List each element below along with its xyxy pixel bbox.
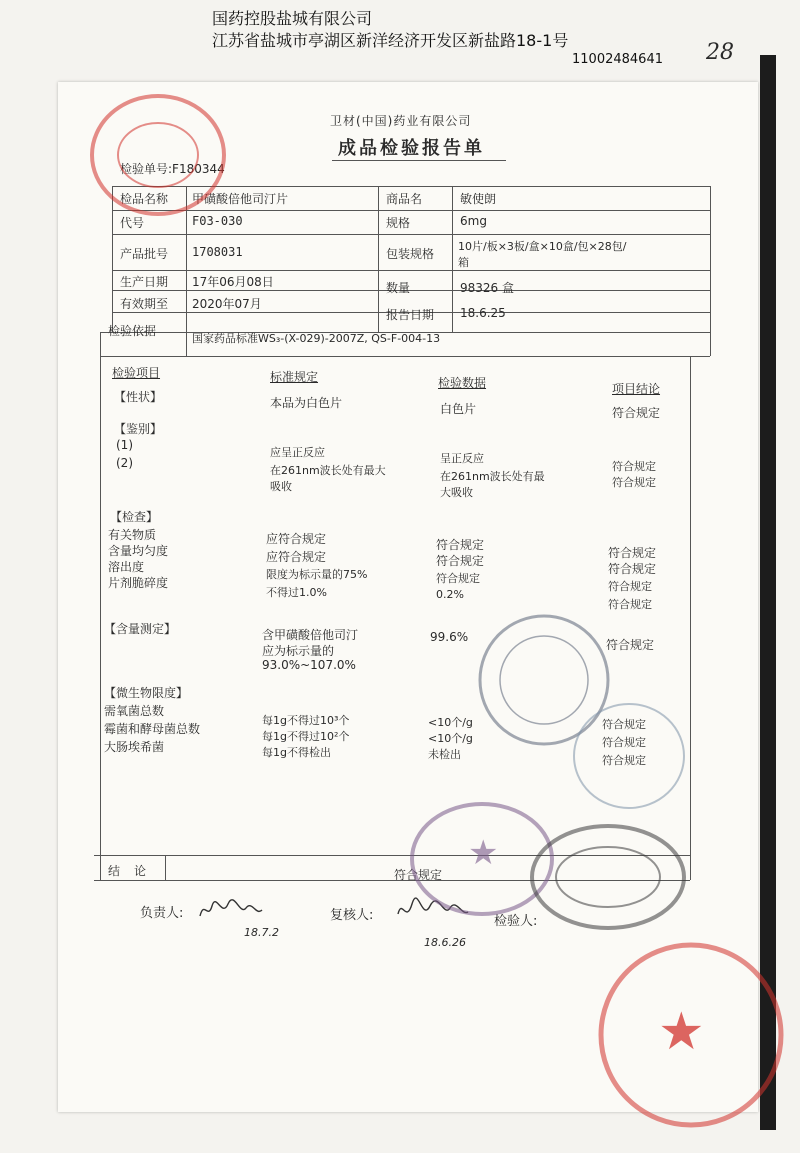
code-label: 代号	[120, 216, 145, 230]
dissolution-data: 符合规定	[436, 572, 480, 585]
id2-result: 符合规定	[612, 476, 656, 489]
id1-data: 呈正反应	[440, 452, 484, 465]
report-title: 成品检验报告单	[338, 138, 485, 159]
report-date-label: 报告日期	[386, 308, 435, 322]
dissolution-result: 符合规定	[608, 580, 652, 593]
item-related-substances: 有关物质	[108, 528, 157, 542]
table-line	[452, 186, 453, 332]
uniformity-result: 符合规定	[608, 562, 657, 576]
item-aerobic: 需氧菌总数	[104, 704, 165, 718]
id2-standard-1: 在261nm波长处有最大	[270, 464, 386, 477]
table-line	[100, 332, 101, 880]
section-assay: 【含量测定】	[104, 622, 177, 636]
mold-standard: 每1g不得过10²个	[262, 730, 350, 743]
related-standard: 应符合规定	[266, 532, 327, 546]
star-icon: ★	[468, 833, 499, 873]
col-result: 项目结论	[612, 382, 661, 396]
table-line	[690, 356, 691, 880]
section-microbial: 【微生物限度】	[104, 686, 189, 700]
pack-value-line1: 10片/板×3板/盒×10盒/包×28包/	[458, 240, 627, 253]
reviewer-date: 18.6.26	[424, 936, 466, 949]
batch-value: 1708031	[192, 245, 243, 259]
expiry-value: 2020年07月	[192, 297, 262, 311]
table-line	[112, 270, 710, 271]
quantity-label: 数量	[386, 281, 411, 295]
mfg-date-label: 生产日期	[120, 275, 169, 289]
stamp-quality-dark	[528, 822, 688, 932]
quantity-value: 98326 盒	[460, 281, 514, 295]
batch-label: 产品批号	[120, 247, 169, 261]
item-mold-yeast: 霉菌和酵母菌总数	[104, 722, 201, 736]
friability-result: 符合规定	[608, 598, 652, 611]
star-icon: ★	[658, 1002, 705, 1062]
product-name-value: 甲磺酸倍他司汀片	[192, 192, 289, 206]
stamp-distributor-red	[88, 92, 228, 218]
table-line	[710, 186, 711, 356]
related-data: 符合规定	[436, 538, 485, 552]
table-line	[112, 290, 710, 291]
spec-label: 规格	[386, 216, 411, 230]
conclusion-label: 结论	[108, 864, 161, 878]
stamp-faint-blue	[570, 700, 688, 812]
responsible-label: 负责人:	[140, 906, 184, 921]
assay-standard-2: 应为标示量的	[262, 644, 335, 658]
id2-standard-2: 吸收	[270, 480, 292, 493]
responsible-signature	[196, 896, 266, 924]
dissolution-standard: 限度为标示量的75%	[266, 568, 368, 581]
pack-label: 包装规格	[386, 247, 435, 261]
item-content-uniformity: 含量均匀度	[108, 544, 169, 558]
mold-data: <10个/g	[428, 732, 473, 745]
section-appearance: 【性状】	[114, 390, 163, 404]
inspector-label: 检验人:	[494, 914, 538, 929]
ecoli-data: 未检出	[428, 748, 461, 761]
pack-value-line2: 箱	[458, 256, 469, 269]
item-dissolution: 溶出度	[108, 560, 145, 574]
id2-data-1: 在261nm波长处有最	[440, 470, 545, 483]
col-data: 检验数据	[438, 376, 487, 390]
appearance-data: 白色片	[440, 402, 477, 416]
trade-name-label: 商品名	[386, 192, 423, 206]
distributor-address: 江苏省盐城市亭湖区新洋经济开发区新盐路18-1号	[212, 31, 569, 50]
item-ecoli: 大肠埃希菌	[104, 740, 165, 754]
assay-standard-3: 93.0%~107.0%	[262, 658, 356, 672]
assay-result: 符合规定	[606, 638, 655, 652]
report-company: 卫材(中国)药业有限公司	[330, 114, 472, 128]
form-number: 检验单号:F180344	[120, 162, 225, 176]
friability-standard: 不得过1.0%	[266, 586, 327, 599]
trade-name-value: 敏使朗	[460, 192, 497, 206]
basis-value: 国家药品标准WS₃-(X-029)-2007Z, QS-F-004-13	[192, 332, 441, 345]
handwritten-page-number: 28	[706, 40, 734, 65]
reviewer-label: 复核人:	[330, 908, 374, 923]
appearance-standard: 本品为白色片	[270, 396, 343, 410]
aerobic-data: <10个/g	[428, 716, 473, 729]
title-underline	[332, 160, 506, 161]
col-standard: 标准规定	[270, 370, 319, 384]
product-name-label: 检品名称	[120, 192, 169, 206]
assay-standard-1: 含甲磺酸倍他司汀	[262, 628, 359, 642]
mfg-date-value: 17年06月08日	[192, 275, 274, 289]
uniformity-data: 符合规定	[436, 554, 485, 568]
table-line	[112, 234, 710, 235]
ecoli-result: 符合规定	[602, 754, 646, 767]
code-value: F03-030	[192, 214, 243, 228]
table-line	[100, 356, 710, 357]
id1-result: 符合规定	[612, 460, 656, 473]
mold-result: 符合规定	[602, 736, 646, 749]
id1-standard: 应呈正反应	[270, 446, 325, 459]
id2-data-2: 大吸收	[440, 486, 473, 499]
aerobic-result: 符合规定	[602, 718, 646, 731]
col-item: 检验项目	[112, 366, 161, 380]
conclusion-value: 符合规定	[394, 868, 443, 882]
expiry-label: 有效期至	[120, 297, 169, 311]
section-inspection: 【检查】	[110, 510, 159, 524]
section-identification: 【鉴别】	[114, 422, 163, 436]
uniformity-standard: 应符合规定	[266, 550, 327, 564]
distributor-company: 国药控股盐城有限公司	[212, 9, 373, 28]
related-result: 符合规定	[608, 546, 657, 560]
appearance-result: 符合规定	[612, 406, 661, 420]
assay-data: 99.6%	[430, 630, 469, 644]
basis-label: 检验依据	[108, 324, 157, 338]
distributor-code: 11002484641	[572, 52, 663, 67]
aerobic-standard: 每1g不得过10³个	[262, 714, 350, 727]
table-line	[165, 855, 166, 880]
id-item-2: (2)	[116, 456, 133, 470]
table-line	[378, 186, 379, 332]
id-item-1: (1)	[116, 438, 133, 452]
friability-data: 0.2%	[436, 588, 464, 601]
spec-value: 6mg	[460, 214, 487, 228]
ecoli-standard: 每1g不得检出	[262, 746, 331, 759]
item-friability: 片剂脆碎度	[108, 576, 169, 590]
report-date-value: 18.6.25	[460, 306, 506, 320]
responsible-date: 18.7.2	[244, 926, 279, 939]
